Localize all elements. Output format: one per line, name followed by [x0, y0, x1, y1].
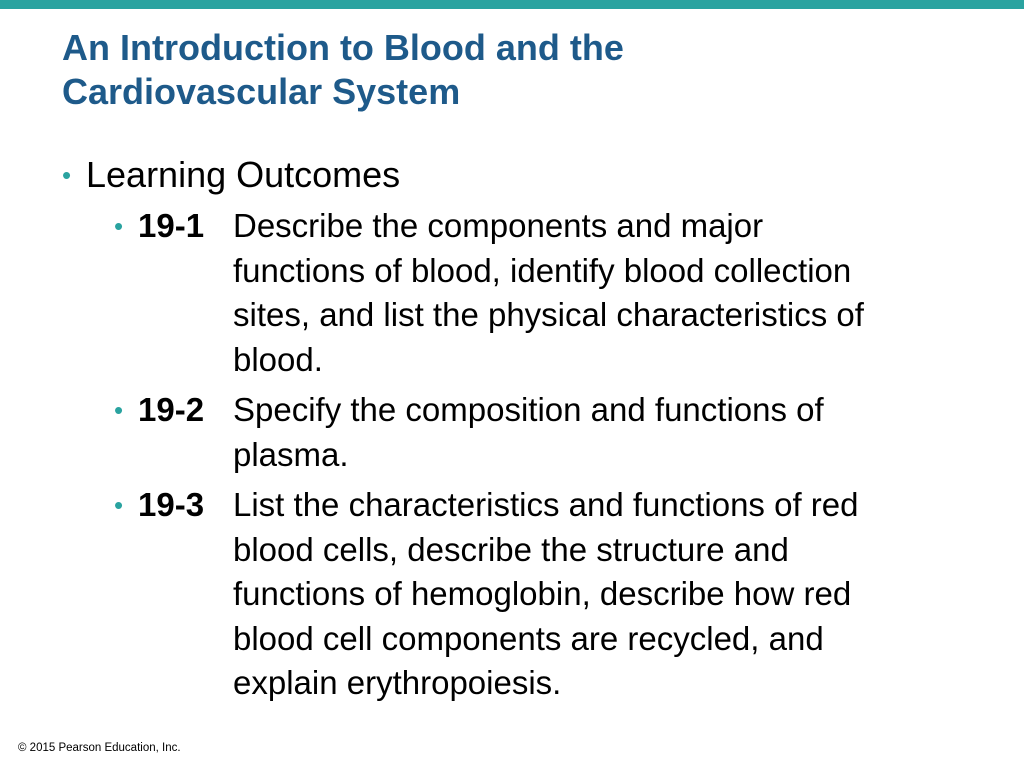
slide-title — [62, 26, 1002, 114]
bullet-icon: • — [114, 395, 124, 425]
copyright-footer: © 2015 Pearson Education, Inc. — [18, 742, 181, 754]
outcome-description-line: blood cells, describe the structure and — [233, 530, 789, 568]
outcome-description-line: blood. — [233, 340, 323, 378]
top-accent-bar — [0, 0, 1024, 9]
outcome-description-line: plasma. — [233, 435, 349, 473]
outcome-description-line: functions of hemoglobin, describe how red — [233, 575, 852, 612]
outcome-description-line: List the characteristics and functions of red — [233, 486, 859, 523]
outcome-item-19-3 — [62, 483, 1002, 706]
bullet-learning-outcomes — [62, 152, 1002, 198]
outcome-description-line: blood cell components are recycled, and — [233, 619, 824, 657]
outcome-description-line: functions of blood, identify blood collection — [233, 251, 852, 289]
outcome-item-19-2 — [62, 388, 1002, 477]
outcome-description — [233, 388, 1002, 477]
outcome-description — [233, 483, 1002, 706]
bullet-icon: • — [114, 490, 124, 520]
bullet-icon: • — [62, 160, 72, 190]
outcome-description-line: explain erythropoiesis. — [233, 664, 562, 701]
slide-title-line: Cardiovascular System — [62, 71, 461, 112]
outcome-description-line: Specify the composition and functions of — [233, 391, 824, 428]
outcome-item-19-1 — [62, 204, 1002, 382]
outcome-description-line: Describe the components and major — [233, 207, 764, 244]
learning-outcomes-heading: Learning Outcomes — [86, 154, 401, 195]
outcome-code: 19-3 — [138, 486, 205, 523]
outcome-description — [233, 204, 1002, 382]
outcome-description-line: sites, and list the physical characteristics of — [233, 296, 864, 333]
outcome-code: 19-1 — [138, 207, 205, 244]
outcome-code: 19-2 — [138, 391, 205, 428]
bullet-icon: • — [114, 211, 124, 241]
slide-title-line: An Introduction to Blood and the — [62, 27, 624, 68]
slide-content — [62, 152, 1002, 706]
